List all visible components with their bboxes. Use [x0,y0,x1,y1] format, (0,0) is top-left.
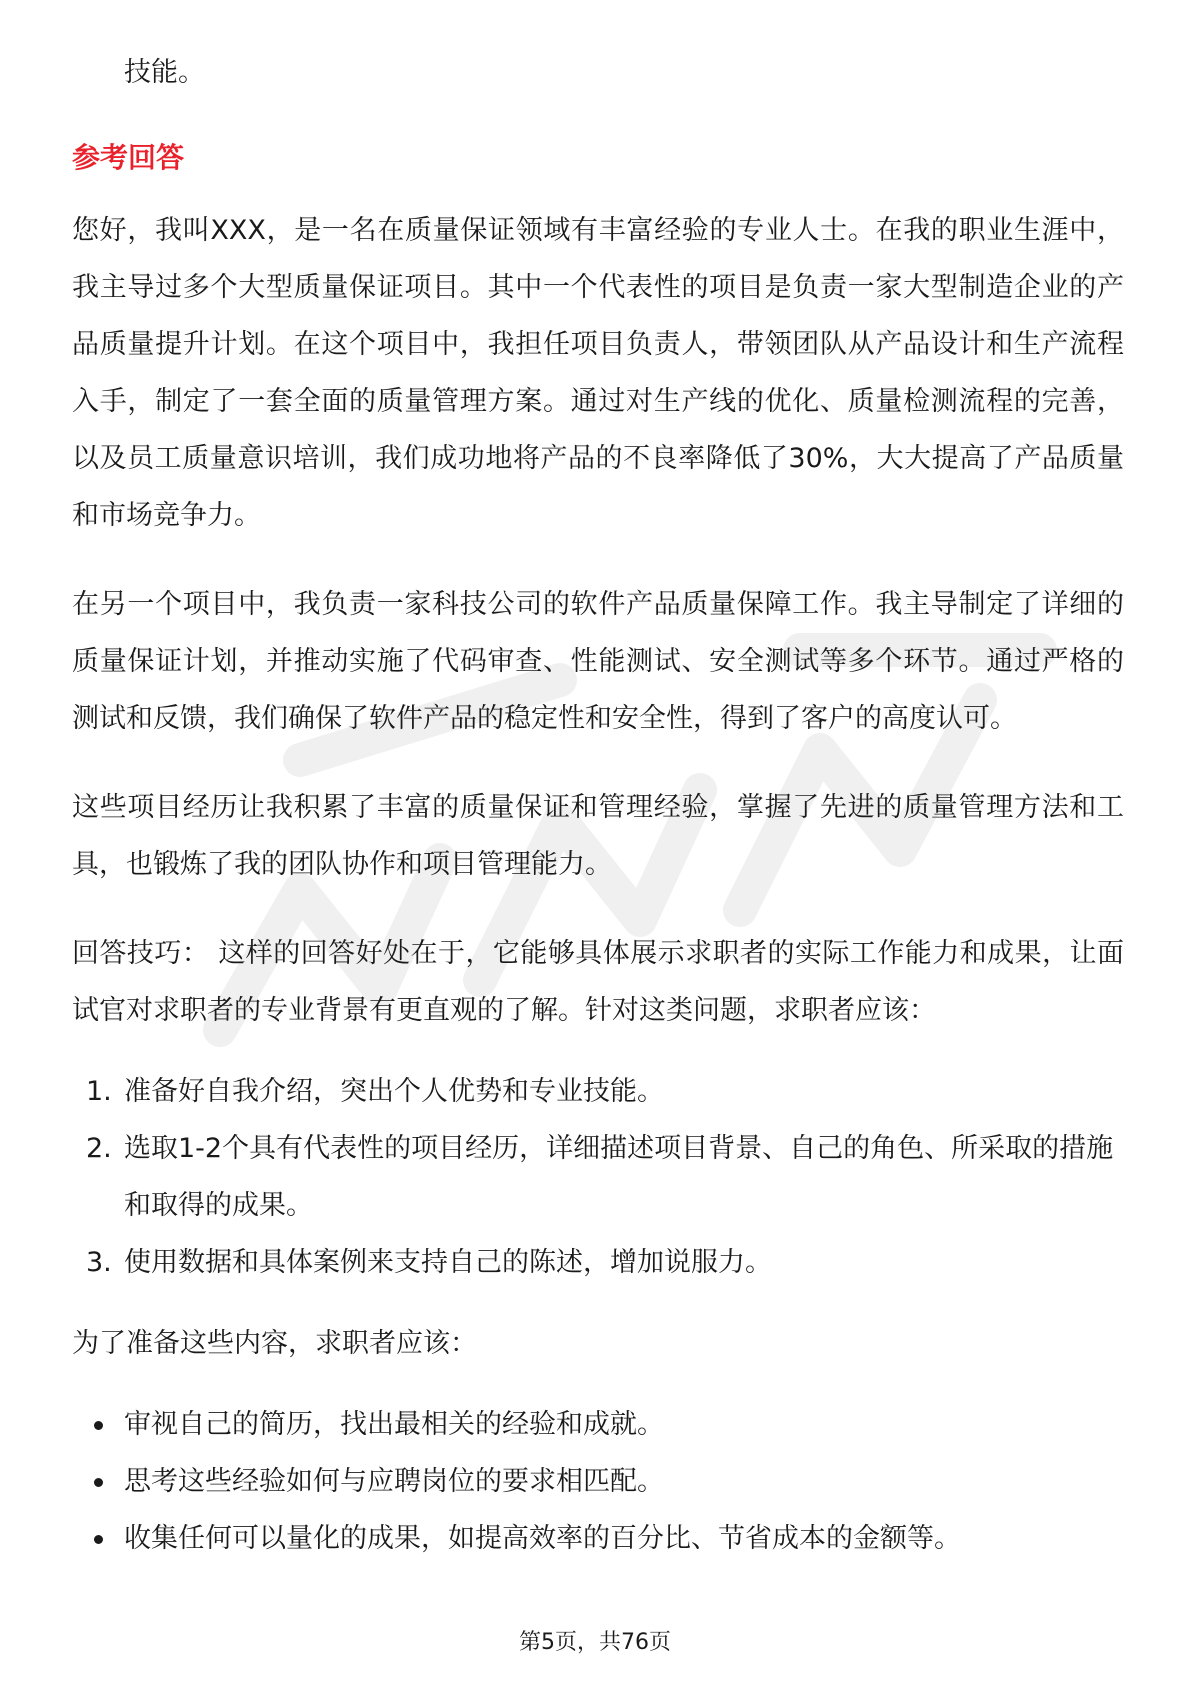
list-item-text: 思考这些经验如何与应聘岗位的要求相匹配。 [124,1466,664,1497]
list-number: 3. [86,1247,112,1278]
list-item-text: 审视自己的简历，找出最相关的经验和成就。 [124,1409,664,1440]
list-item [72,1510,1124,1567]
list-item-text: 准备好自我介绍，突出个人优势和专业技能。 [124,1076,664,1107]
prep-intro: 为了准备这些内容，求职者应该： [72,1328,477,1359]
section-title: 参考回答 [72,141,185,174]
list-item [72,1063,1124,1120]
answer-paragraph-3: 这些项目经历让我积累了丰富的质量保证和管理经验，掌握了先进的质量管理方法和工具，也锻炼了我的团队协作和项目管理能力。 [72,792,1124,880]
list-item-text: 使用数据和具体案例来支持自己的陈述，增加说服力。 [124,1247,772,1278]
list-item [72,1234,1124,1291]
page-footer: 第5页，共76页 [519,1630,671,1655]
document-body [72,44,1124,1567]
bullet-dot-icon [94,1421,103,1430]
list-number: 1. [86,1076,112,1107]
answer-paragraph-1: 您好，我叫XXX，是一名在质量保证领域有丰富经验的专业人士。在我的职业生涯中，我主导过多个大型质量保证项目。其中一个代表性的项目是负责一家大型制造企业的产品质量提升计划。在这个项目中，我担任项目负责人，带领团队从产品设计和生产流程入手，制定了一套全面的质量管理方案。通过对生产线的优化、质量检测流程的完善，以及员工质量意识培训，我们成功地将产品的不良率降低了30%，大大提高了产品质量和市场竞争力。 [72,215,1124,531]
bullet-list [72,1396,1124,1567]
list-item [72,1453,1124,1510]
answer-paragraph-2: 在另一个项目中，我负责一家科技公司的软件产品质量保障工作。我主导制定了详细的质量保证计划，并推动实施了代码审查、性能测试、安全测试等多个环节。通过严格的测试和反馈，我们确保了软件产品的稳定性和安全性，得到了客户的高度认可。 [72,589,1124,734]
steps-list [72,1063,1124,1291]
list-number: 2. [86,1133,112,1164]
list-item [72,1396,1124,1453]
answer-tips: 回答技巧： 这样的回答好处在于，它能够具体展示求职者的实际工作能力和成果，让面试官对求职者的专业背景有更直观的了解。针对这类问题，求职者应该： [72,938,1124,1026]
bullet-dot-icon [94,1535,103,1544]
list-item-text: 选取1-2个具有代表性的项目经历，详细描述项目背景、自己的角色、所采取的措施和取得的成果。 [124,1133,1114,1221]
list-item-text: 收集任何可以量化的成果，如提高效率的百分比、节省成本的金额等。 [124,1523,961,1554]
bullet-dot-icon [94,1478,103,1487]
list-item [72,1120,1124,1234]
continuation-text: 技能。 [124,57,205,88]
